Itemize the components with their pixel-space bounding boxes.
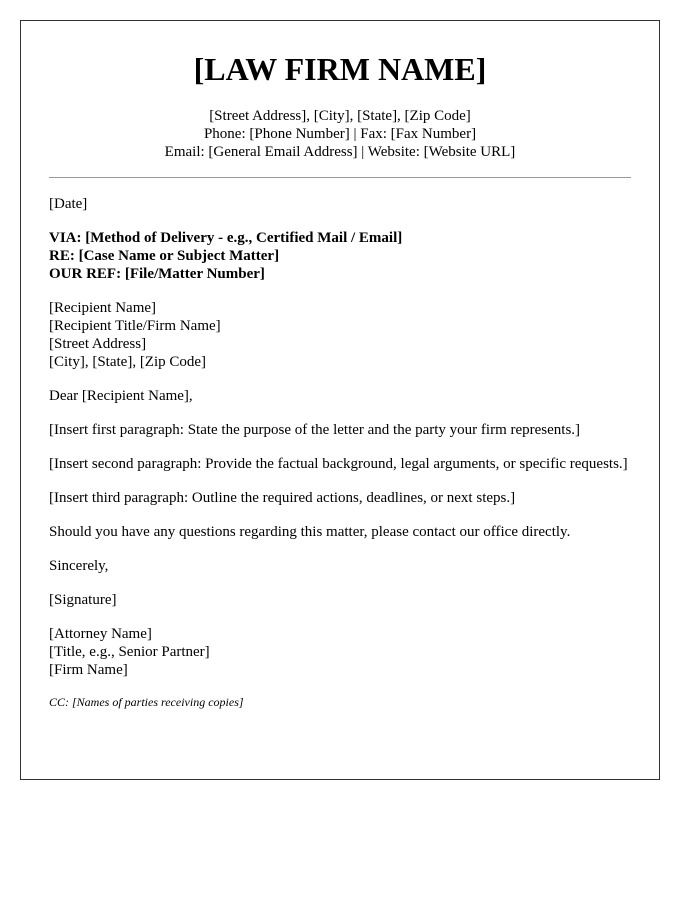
attorney-name: [Attorney Name]: [49, 626, 152, 642]
letter-date: [Date]: [49, 196, 88, 212]
paragraph-2: [Insert second paragraph: Provide the factual background, legal arguments, or specific requests.]: [49, 456, 628, 472]
paragraph-closing-remark: Should you have any questions regarding this matter, please contact our office directly.: [49, 524, 571, 540]
paragraph-3: [Insert third paragraph: Outline the required actions, deadlines, or next steps.]: [49, 490, 516, 506]
re-line: RE: [Case Name or Subject Matter]: [49, 248, 280, 264]
firm-email-website: Email: [General Email Address] | Website: [Website URL]: [164, 144, 516, 160]
signatory-firm: [Firm Name]: [49, 662, 128, 678]
signature: [Signature]: [49, 592, 117, 608]
recipient-city-state-zip: [City], [State], [Zip Code]: [49, 354, 207, 370]
firm-address: [Street Address], [City], [State], [Zip Code]: [209, 108, 471, 124]
letter-page: [20, 20, 660, 780]
letter-body: [49, 195, 629, 709]
our-ref-line: OUR REF: [File/Matter Number]: [49, 266, 265, 282]
letterhead-divider: [49, 177, 631, 178]
firm-name: [LAW FIRM NAME]: [193, 51, 487, 87]
cc-line: CC: [Names of parties receiving copies]: [49, 695, 244, 709]
recipient-address-block: [49, 299, 629, 371]
firm-contact-block: [21, 107, 659, 161]
reference-block: [49, 229, 629, 283]
firm-phone-fax: Phone: [Phone Number] | Fax: [Fax Number]: [203, 126, 477, 142]
recipient-street: [Street Address]: [49, 336, 147, 352]
paragraph-1: [Insert first paragraph: State the purpose of the letter and the party your firm represents.]: [49, 422, 581, 438]
closing: Sincerely,: [49, 558, 109, 574]
recipient-name: [Recipient Name]: [49, 300, 157, 316]
recipient-title-firm: [Recipient Title/Firm Name]: [49, 318, 221, 334]
signatory-block: [49, 625, 629, 679]
attorney-title: [Title, e.g., Senior Partner]: [49, 644, 210, 660]
salutation: Dear [Recipient Name],: [49, 388, 193, 404]
via-line: VIA: [Method of Delivery - e.g., Certified Mail / Email]: [49, 230, 403, 246]
